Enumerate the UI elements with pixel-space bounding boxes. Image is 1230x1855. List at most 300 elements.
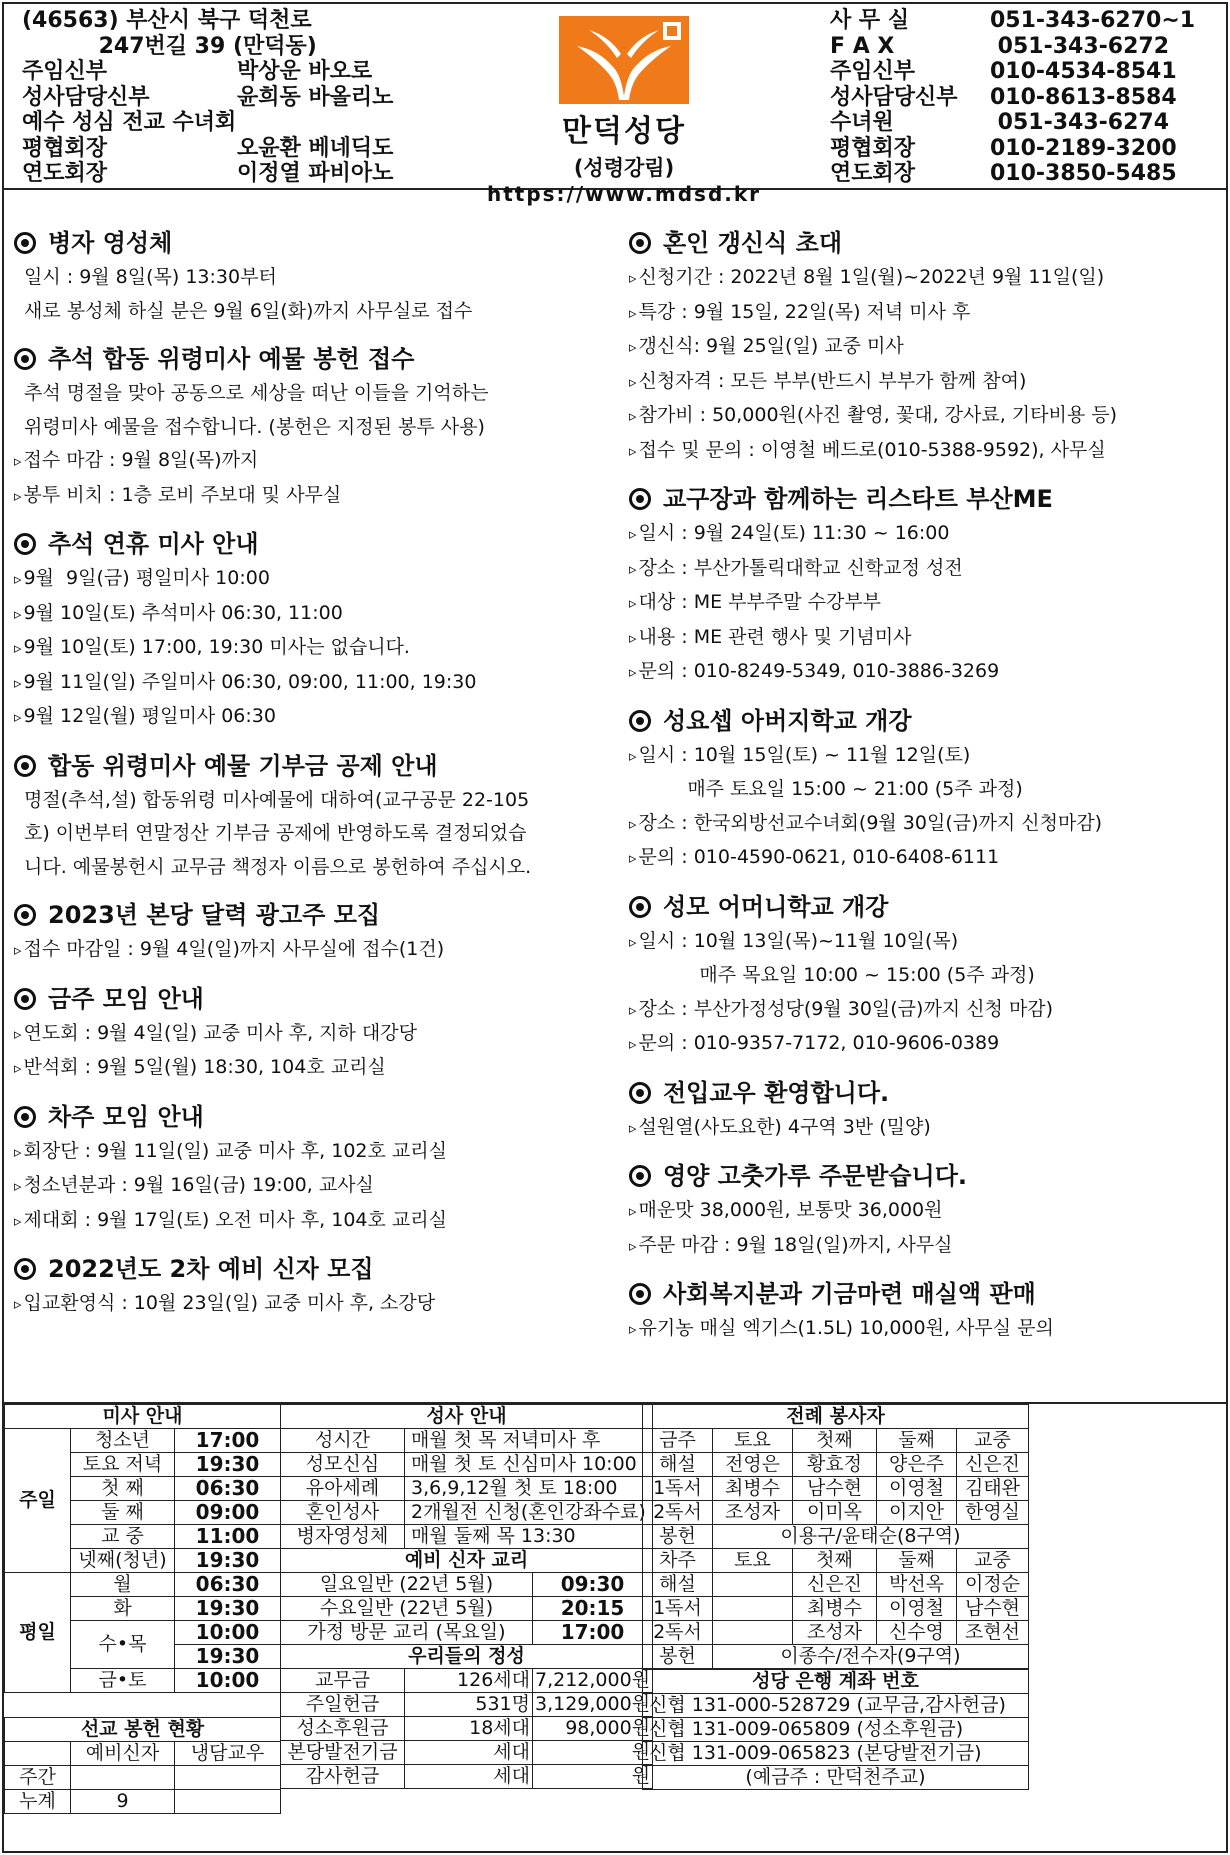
header-value: 010-3850-5485 (990, 161, 1177, 186)
bullseye-icon (629, 232, 651, 254)
table-row (281, 1525, 653, 1549)
table-row (643, 1645, 1029, 1669)
table-cell: 3,6,9,12월 첫 토 18:00 (405, 1477, 653, 1501)
table-row (643, 1742, 1029, 1766)
notice-line: ▹ 봉투 비치 : 1층 로비 주보대 및 사무실 (14, 479, 624, 514)
table-row (281, 1405, 653, 1429)
header-right-row (830, 59, 1220, 85)
notice-line: ▹ 연도회 : 9월 4일(일) 교중 미사 후, 지하 대강당 (14, 1017, 624, 1052)
notice-title (14, 527, 624, 561)
table-row (281, 1621, 653, 1645)
notice-section (629, 890, 1224, 1062)
table-row (643, 1549, 1029, 1573)
notice-line: ▹ 설원열(사도요한) 4구역 3반 (밀양) (629, 1111, 1224, 1146)
table-cell: 해설 (643, 1573, 713, 1597)
table-cell: 1독서 (643, 1477, 713, 1501)
table-cell: 일요일반 (22년 5월) (281, 1573, 533, 1597)
notice-line: ▹ 유기농 매실 엑기스(1.5L) 10,000원, 사무실 문의 (629, 1312, 1224, 1347)
table-cell: 19:30 (175, 1645, 281, 1669)
table-row (281, 1549, 653, 1573)
notices-right-column (629, 226, 1224, 1361)
table-cell: 주일헌금 (281, 1693, 405, 1717)
header-label: F A X (830, 33, 895, 59)
header-value: 051-343-6272 (990, 33, 1169, 59)
table-row (643, 1453, 1029, 1477)
church-subtitle: (성령강림) (573, 156, 675, 180)
table-cell: 봉헌 (643, 1525, 713, 1549)
notice-line: ▹ 장소 : 한국외방선교수녀회(9월 30일(금)까지 신청마감) (629, 807, 1224, 842)
table-cell: 교 중 (71, 1525, 175, 1549)
notice-title (629, 704, 1224, 738)
notice-title (629, 1076, 1224, 1110)
table-cell: 황효정 (793, 1453, 877, 1477)
notice-line: 명절(추석,설) 합동위령 미사예물에 대하여(교구공문 22-105 (24, 788, 530, 811)
table-cell (713, 1621, 793, 1645)
table-cell: 10:00 (175, 1621, 281, 1645)
table-cell: 3,129,000원 (533, 1693, 653, 1717)
table-row (643, 1573, 1029, 1597)
table-row (643, 1694, 1029, 1718)
table-cell: 박선옥 (877, 1573, 957, 1597)
notice-title (14, 982, 624, 1016)
table-cell: 금주 (643, 1429, 713, 1453)
table-cell: 교무금 (281, 1669, 405, 1693)
header-label: 예수 성심 전교 수녀회 (22, 110, 237, 135)
table-cell: 둘째 (877, 1549, 957, 1573)
table-row (281, 1477, 653, 1501)
header-label: 성사담당신부 (830, 84, 958, 110)
notice-title-text: 2022년도 2차 예비 신자 모집 (48, 1255, 374, 1283)
header-right-row (830, 161, 1220, 187)
header-value: 박상운 바오로 (237, 59, 373, 84)
table-cell: 수요일반 (22년 5월) (281, 1597, 533, 1621)
header-left-row (22, 85, 442, 111)
notice-title-text: 교구장과 함께하는 리스타트 부산ME (663, 485, 1053, 513)
table-row (281, 1717, 653, 1741)
table-cell: 조성자 (793, 1621, 877, 1645)
table-cell: 19:30 (175, 1597, 281, 1621)
table-row (281, 1645, 653, 1669)
table-cell: 09:30 (533, 1573, 653, 1597)
table-cell: 신수영 (877, 1621, 957, 1645)
notice-line: ▹ 9월 11일(일) 주일미사 06:30, 09:00, 11:00, 19:30 (14, 666, 624, 701)
table-row (281, 1573, 653, 1597)
table-cell: 전례 봉사자 (643, 1405, 1029, 1429)
header-label: 성사담당신부 (22, 84, 150, 110)
header-label: 평협회장 (830, 135, 916, 161)
notice-line: ▹ 대상 : ME 부부주말 수강부부 (629, 586, 1224, 621)
header-value: 010-4534-8541 (990, 59, 1177, 84)
table-cell: 매월 둘째 목 13:30 (405, 1525, 653, 1549)
table-cell (713, 1597, 793, 1621)
bullseye-icon (629, 1165, 651, 1187)
table-row (281, 1453, 653, 1477)
notice-section (14, 1100, 624, 1239)
notice-section (629, 704, 1224, 876)
notice-section (14, 527, 624, 735)
table-cell: 신협 131-009-065809 (성소후원금) (643, 1718, 1029, 1742)
notice-title-text: 성요셉 아버지학교 개강 (663, 706, 912, 735)
notice-title-text: 영양 고춧가루 주문받습니다. (663, 1162, 968, 1190)
header-label: 주임신부 (22, 59, 108, 84)
header-value: 윤희동 바올리노 (237, 84, 394, 110)
table-cell: 20:15 (533, 1597, 653, 1621)
header-right-contacts (830, 8, 1220, 187)
table-cell: 원 (533, 1765, 653, 1789)
table-row (643, 1718, 1029, 1742)
church-url[interactable]: https://www.mdsd.kr (486, 182, 762, 206)
notice-line: ▹ 회장단 : 9월 11일(일) 교중 미사 후, 102호 교리실 (14, 1135, 624, 1170)
table-cell: 06:30 (175, 1573, 281, 1597)
table-cell: 17:00 (175, 1429, 281, 1453)
table-cell: 이정순 (957, 1573, 1029, 1597)
table-cell: 병자영성체 (281, 1525, 405, 1549)
table-row (5, 1405, 281, 1429)
notice-section (629, 226, 1224, 468)
table-cell: 신협 131-009-065823 (본당발전기금) (643, 1742, 1029, 1766)
notice-line: ▹ 신청자격 : 모든 부부(반드시 부부가 함께 참여) (629, 365, 1224, 400)
notice-line: ▹ 제대회 : 9월 17일(토) 오전 미사 후, 104호 교리실 (14, 1204, 624, 1239)
table-cell: 이영철 (877, 1597, 957, 1621)
table-cell: 2독서 (643, 1501, 713, 1525)
table-cell: 청소년 (71, 1429, 175, 1453)
notice-line: 호) 이번부터 연말정산 기부금 공제에 반영하도록 결정되었습 (24, 822, 527, 844)
table-row (643, 1525, 1029, 1549)
table-row (5, 1718, 281, 1742)
notice-line: ▹ 장소 : 부산가톨릭대학교 신학교정 성전 (629, 552, 1224, 587)
notice-line: ▹ 갱신식: 9월 25일(일) 교중 미사 (629, 330, 1224, 365)
notice-line: ▹ 9월 10일(토) 17:00, 19:30 미사는 없습니다. (14, 631, 624, 666)
table-row (643, 1621, 1029, 1645)
notice-section (629, 1076, 1224, 1146)
notice-title (629, 1277, 1224, 1311)
table-cell: 교중 (957, 1429, 1029, 1453)
table-cell: 이미옥 (793, 1501, 877, 1525)
header-label: 평협회장 (22, 135, 108, 161)
table-cell: 혼인성사 (281, 1501, 405, 1525)
table-cell: 성사 안내 (281, 1405, 653, 1429)
table-cell: 매월 첫 토 신심미사 10:00 (405, 1453, 653, 1477)
church-name: 만덕성당 (562, 114, 686, 149)
notice-title (629, 890, 1224, 924)
bullseye-icon (629, 1283, 651, 1305)
table-cell: 전영은 (713, 1453, 793, 1477)
bullseye-icon (14, 232, 36, 254)
table-cell: 17:00 (533, 1621, 653, 1645)
table-row (281, 1693, 653, 1717)
table-cell: 미사 안내 (5, 1405, 281, 1429)
bulletin-header (4, 4, 1226, 206)
table-cell (175, 1766, 281, 1790)
table-cell: 주일 (5, 1429, 71, 1573)
table-cell: 본당발전기금 (281, 1741, 405, 1765)
header-value: 051-343-6274 (990, 110, 1169, 135)
notice-title-text: 합동 위령미사 예물 기부금 공제 안내 (48, 751, 438, 780)
table-row (5, 1742, 281, 1766)
table-cell: 누계 (5, 1790, 71, 1814)
notice-title-text: 금주 모임 안내 (48, 984, 204, 1013)
header-label: 수녀원 (830, 110, 894, 135)
table-row (281, 1765, 653, 1789)
table-cell: 화 (71, 1597, 175, 1621)
header-left-row (22, 110, 442, 136)
notice-title (14, 898, 624, 932)
notice-section (629, 1277, 1224, 1347)
table-cell: 조현선 (957, 1621, 1029, 1645)
notice-title-text: 성모 어머니학교 개강 (663, 892, 889, 921)
sacrament-table (280, 1404, 653, 1789)
bullseye-icon (14, 1106, 36, 1128)
notice-title-text: 사회복지분과 기금마련 매실액 판매 (663, 1280, 1036, 1308)
notice-title (629, 1159, 1224, 1193)
bullseye-icon (14, 904, 36, 926)
notice-section (14, 898, 624, 968)
notice-title (629, 226, 1224, 260)
table-row (643, 1597, 1029, 1621)
table-cell (5, 1742, 71, 1766)
table-cell: 세대 (405, 1741, 533, 1765)
mass-table (4, 1404, 281, 1693)
notice-line: ▹ 문의 : 010-8249-5349, 010-3886-3269 (629, 655, 1224, 690)
table-cell: 첫째 (793, 1429, 877, 1453)
table-cell: 봉헌 (643, 1645, 713, 1669)
header-value: 010-8613-8584 (990, 84, 1177, 110)
header-left-row (22, 161, 442, 187)
notice-line: 매주 목요일 10:00 ~ 15:00 (5주 과정) (639, 964, 1035, 986)
notice-line: ▹ 일시 : 10월 15일(토) ~ 11월 12일(토) (629, 739, 1224, 774)
table-cell: 신협 131-000-528729 (교무금,감사헌금) (643, 1694, 1029, 1718)
notice-section (14, 226, 624, 328)
table-row (5, 1766, 281, 1790)
header-value: 051-343-6270~1 (990, 8, 1196, 33)
notice-section (14, 982, 624, 1086)
header-value: 오윤환 베네딕도 (237, 135, 394, 161)
table-cell: 첫째 (793, 1549, 877, 1573)
table-cell: 531명 (405, 1693, 533, 1717)
header-right-row (830, 110, 1220, 136)
bank-table (642, 1669, 1029, 1790)
notice-section (14, 1252, 624, 1322)
table-cell: 성시간 (281, 1429, 405, 1453)
notice-line: ▹ 9월 10일(토) 추석미사 06:30, 11:00 (14, 597, 624, 632)
notice-line: ▹ 일시 : 9월 24일(토) 11:30 ~ 16:00 (629, 517, 1224, 552)
header-right-row (830, 34, 1220, 60)
table-row (281, 1597, 653, 1621)
notice-title-text: 전입교우 환영합니다. (663, 1078, 890, 1107)
table-cell: 이지안 (877, 1501, 957, 1525)
header-label: 사 무 실 (830, 8, 910, 33)
table-cell: 수•목 (71, 1621, 175, 1669)
notice-title (14, 1252, 624, 1286)
table-cell: 이영철 (877, 1477, 957, 1501)
table-cell: 예비신자 (71, 1742, 175, 1766)
notice-line: ▹ 9월 9일(금) 평일미사 10:00 (14, 562, 624, 597)
table-cell (175, 1790, 281, 1814)
table-row (281, 1669, 653, 1693)
table-cell: 09:00 (175, 1501, 281, 1525)
table-cell: 예비 신자 교리 (281, 1549, 653, 1573)
table-cell: 성당 은행 계좌 번호 (643, 1670, 1029, 1694)
table-cell: 세대 (405, 1765, 533, 1789)
notice-title (14, 226, 624, 260)
notice-line: ▹ 특강 : 9월 15일, 22일(목) 저녁 미사 후 (629, 296, 1224, 331)
table-cell: 2개월전 신청(혼인강좌수료) (405, 1501, 653, 1525)
table-row (281, 1501, 653, 1525)
table-cell: 감사헌금 (281, 1765, 405, 1789)
table-cell: 평일 (5, 1573, 71, 1693)
table-cell: 신은진 (793, 1573, 877, 1597)
table-cell: 이용구/윤태순(8구역) (713, 1525, 1029, 1549)
notice-title-text: 혼인 갱신식 초대 (663, 229, 842, 257)
notice-title (14, 1100, 624, 1134)
table-cell: 매월 첫 목 저녁미사 후 (405, 1429, 653, 1453)
notice-title (629, 482, 1224, 516)
notice-title (14, 749, 624, 783)
church-logo (559, 16, 689, 104)
table-cell: 이종수/전수자(9구역) (713, 1645, 1029, 1669)
notice-line: 추석 명절을 맞아 공동으로 세상을 떠난 이들을 기억하는 (24, 382, 489, 404)
header-left-info (22, 8, 442, 187)
table-cell: 11:00 (175, 1525, 281, 1549)
bullseye-icon (629, 710, 651, 732)
table-cell: 7,212,000원 (533, 1669, 653, 1693)
table-row (643, 1670, 1029, 1694)
table-cell: 선교 봉헌 현황 (5, 1718, 281, 1742)
header-label: 주임신부 (830, 59, 916, 84)
table-cell: 원 (533, 1741, 653, 1765)
header-label: 연도회장 (22, 161, 108, 186)
table-cell: 9 (71, 1790, 175, 1814)
notice-title-text: 추석 합동 위령미사 예물 봉헌 접수 (48, 345, 415, 373)
bullseye-icon (629, 488, 651, 510)
table-cell: 교중 (957, 1549, 1029, 1573)
table-cell: 126세대 (405, 1669, 533, 1693)
table-cell: 둘째 (877, 1429, 957, 1453)
header-label: 연도회장 (830, 161, 916, 186)
table-cell: 첫 째 (71, 1477, 175, 1501)
table-cell: 성모신심 (281, 1453, 405, 1477)
header-right-row (830, 136, 1220, 162)
table-row (5, 1429, 281, 1453)
table-cell: 신은진 (957, 1453, 1029, 1477)
table-cell: 유아세례 (281, 1477, 405, 1501)
bulletin-page (2, 2, 1228, 1853)
table-cell: 토요 저녁 (71, 1453, 175, 1477)
bullseye-icon (14, 1258, 36, 1280)
notice-line: ▹ 참가비 : 50,000원(사진 촬영, 꽃대, 강사료, 기타비용 등) (629, 399, 1224, 434)
notice-line: ▹ 문의 : 010-9357-7172, 010-9606-0389 (629, 1027, 1224, 1062)
table-row (643, 1766, 1029, 1790)
notice-line: ▹ 매운맛 38,000원, 보통맛 36,000원 (629, 1194, 1224, 1229)
table-cell: 토요 (713, 1429, 793, 1453)
table-cell: 남수현 (793, 1477, 877, 1501)
header-left-row (22, 136, 442, 162)
notice-line: ▹ 장소 : 부산가정성당(9월 30일(금)까지 신청 마감) (629, 993, 1224, 1028)
table-cell: (예금주 : 만덕천주교) (643, 1766, 1029, 1790)
table-row (643, 1405, 1029, 1429)
table-cell: 가정 방문 교리 (목요일) (281, 1621, 533, 1645)
notice-section (629, 1159, 1224, 1263)
notice-title-text: 추석 연휴 미사 안내 (48, 530, 259, 558)
notice-line: ▹ 접수 및 문의 : 이영철 베드로(010-5388-9592), 사무실 (629, 434, 1224, 469)
header-center (474, 16, 774, 206)
table-cell: 차주 (643, 1549, 713, 1573)
table-cell: 금•토 (71, 1669, 175, 1693)
bullseye-icon (14, 755, 36, 777)
table-row (281, 1429, 653, 1453)
header-label: (46563) 부산시 북구 덕천로 (22, 8, 312, 33)
table-cell: 성소후원금 (281, 1717, 405, 1741)
notice-line: ▹ 청소년분과 : 9월 16일(금) 19:00, 교사실 (14, 1169, 624, 1204)
table-cell: 19:30 (175, 1549, 281, 1573)
header-value: 010-2189-3200 (990, 135, 1177, 161)
bullseye-icon (629, 1082, 651, 1104)
header-value: 이정열 파비아노 (237, 161, 394, 186)
notice-line: 새로 봉성체 하실 분은 9월 6일(화)까지 사무실로 접수 (24, 299, 473, 322)
notice-line: ▹ 문의 : 010-4590-0621, 010-6408-6111 (629, 841, 1224, 876)
notice-line: 일시 : 9월 8일(목) 13:30부터 (24, 266, 277, 288)
notice-line: ▹ 반석회 : 9월 5일(월) 18:30, 104호 교리실 (14, 1051, 624, 1086)
header-right-row (830, 85, 1220, 111)
notice-title (14, 342, 624, 376)
table-row (643, 1501, 1029, 1525)
notice-line: 매주 토요일 15:00 ~ 21:00 (5주 과정) (639, 778, 1023, 800)
table-cell: 10:00 (175, 1669, 281, 1693)
table-cell: 19:30 (175, 1453, 281, 1477)
header-left-row (22, 8, 442, 34)
notices-left-column (14, 226, 624, 1336)
notice-line: ▹ 9월 12일(월) 평일미사 06:30 (14, 700, 624, 735)
header-label: 247번길 39 (만덕동) (22, 33, 317, 59)
table-cell: 조성자 (713, 1501, 793, 1525)
table-cell (71, 1766, 175, 1790)
table-cell: 98,000원 (533, 1717, 653, 1741)
table-cell: 김태완 (957, 1477, 1029, 1501)
notice-line: ▹ 신청기간 : 2022년 8월 1일(월)~2022년 9월 11일(일) (629, 261, 1224, 296)
table-cell: 넷째(청년) (71, 1549, 175, 1573)
notice-section (14, 749, 624, 885)
header-left-row (22, 34, 442, 60)
table-cell: 냉담교우 (175, 1742, 281, 1766)
table-cell: 06:30 (175, 1477, 281, 1501)
table-row (643, 1477, 1029, 1501)
table-cell: 18세대 (405, 1717, 533, 1741)
header-left-row (22, 59, 442, 85)
info-tables (4, 1402, 1226, 1812)
table-cell: 1독서 (643, 1597, 713, 1621)
table-cell: 남수현 (957, 1597, 1029, 1621)
bullseye-icon (629, 896, 651, 918)
servers-table (642, 1404, 1029, 1669)
table-row (5, 1573, 281, 1597)
notice-line: ▹ 주문 마감 : 9월 18일(일)까지, 사무실 (629, 1229, 1224, 1264)
table-cell: 토요 (713, 1549, 793, 1573)
notice-line: 니다. 예물봉헌시 교무금 책정자 이름으로 봉헌하여 주십시오. (24, 855, 532, 878)
mission-table (4, 1717, 281, 1814)
notice-line: ▹ 입교환영식 : 10월 23일(일) 교중 미사 후, 소강당 (14, 1287, 624, 1322)
notice-title-text: 병자 영성체 (48, 229, 173, 257)
bullseye-icon (14, 348, 36, 370)
header-right-row (830, 8, 1220, 34)
table-row (5, 1790, 281, 1814)
notice-line: 위령미사 예물을 접수합니다. (봉헌은 지정된 봉투 사용) (24, 415, 485, 438)
table-cell: 해설 (643, 1453, 713, 1477)
table-cell: 양은주 (877, 1453, 957, 1477)
table-cell: 최병수 (713, 1477, 793, 1501)
notice-title-text: 2023년 본당 달력 광고주 모집 (48, 901, 381, 929)
notice-line: ▹ 접수 마감일 : 9월 4일(일)까지 사무실에 접수(1건) (14, 933, 624, 968)
table-cell: 둘 째 (71, 1501, 175, 1525)
